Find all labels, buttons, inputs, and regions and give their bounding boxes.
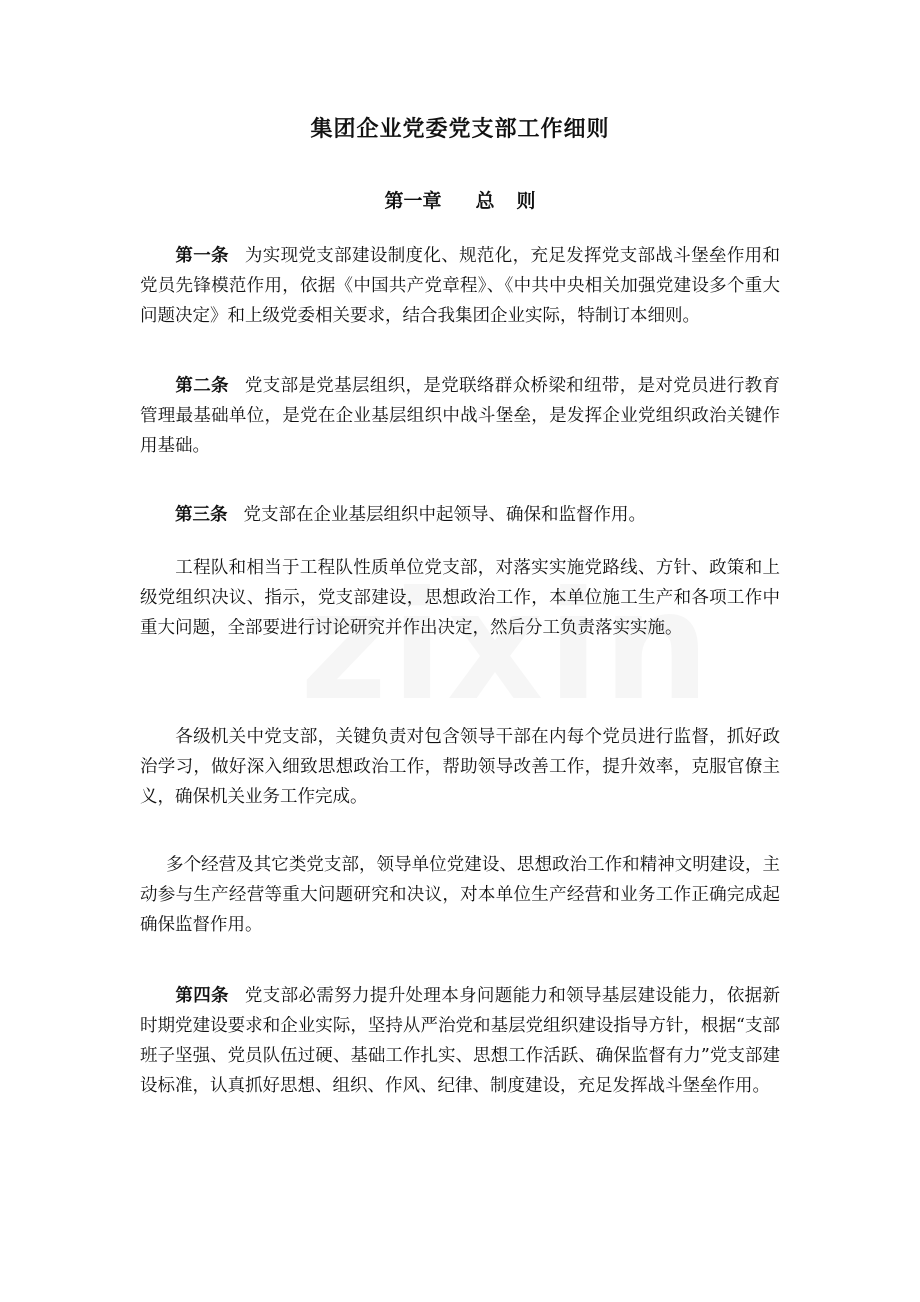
article-1-paragraph	[140, 241, 780, 331]
chapter-label: 第一章	[384, 190, 442, 212]
body-paragraph	[140, 553, 780, 643]
article-2-paragraph	[140, 371, 780, 461]
article-number: 第三条	[175, 505, 228, 525]
chapter-name-part-1: 总	[475, 190, 495, 212]
chapter-heading	[0, 186, 920, 213]
body-paragraph	[140, 722, 780, 812]
paragraph-text: 各级机关中党支部，关键负责对包含领导干部在内每个党员进行监督，抓好政治学习，做好深入细致思想政治工作，帮助领导改善工作，提升效率，克服官僚主义，确保机关业务工作完成。	[140, 727, 780, 807]
article-text: 为实现党支部建设制度化、规范化，充足发挥党支部战斗堡垒作用和党员先锋模范作用，依据《中国共产党章程》、《中共中央相关加强党建设多个重大问题决定》和上级党委相关要求，结合我集团企业实际，特制订本细则。	[140, 246, 781, 326]
article-number: 第一条	[175, 246, 229, 266]
article-text: 党支部在企业基层组织中起领导、确保和监督作用。	[243, 505, 646, 525]
document-title: 集团企业党委党支部工作细则	[310, 117, 610, 142]
article-number: 第二条	[175, 376, 229, 396]
article-number: 第四条	[175, 986, 229, 1006]
paragraph-text: 多个经营及其它类党支部，领导单位党建设、思想政治工作和精神文明建设，主动参与生产经营等重大问题研究和决议，对本单位生产经营和业务工作正确完成起确保监督作用。	[140, 855, 780, 935]
article-text: 党支部必需努力提升处理本身问题能力和领导基层建设能力，依据新时期党建设要求和企业实际，坚持从严治党和基层党组织建设指导方针，根据“支部班子坚强、党员队伍过硬、基础工作扎实、思想工作活跃、确保监督有力”党支部建设标准，认真抓好思想、组织、作风、纪律、制度建设，充足发挥战斗堡垒作用。	[140, 986, 781, 1096]
paragraph-text: 工程队和相当于工程队性质单位党支部，对落实实施党路线、方针、政策和上级党组织决议、指示，党支部建设，思想政治工作，本单位施工生产和各项工作中重大问题，全部要进行讨论研究并作出决定，然后分工负责落实实施。	[140, 558, 780, 638]
chapter-name-part-2: 则	[516, 190, 536, 212]
article-3-paragraph	[140, 500, 780, 530]
body-paragraph	[140, 850, 780, 940]
article-4-paragraph	[140, 981, 780, 1101]
article-text: 党支部是党基层组织，是党联络群众桥梁和纽带，是对党员进行教育管理最基础单位，是党在企业基层组织中战斗堡垒，是发挥企业党组织政治关键作用基础。	[140, 376, 781, 456]
